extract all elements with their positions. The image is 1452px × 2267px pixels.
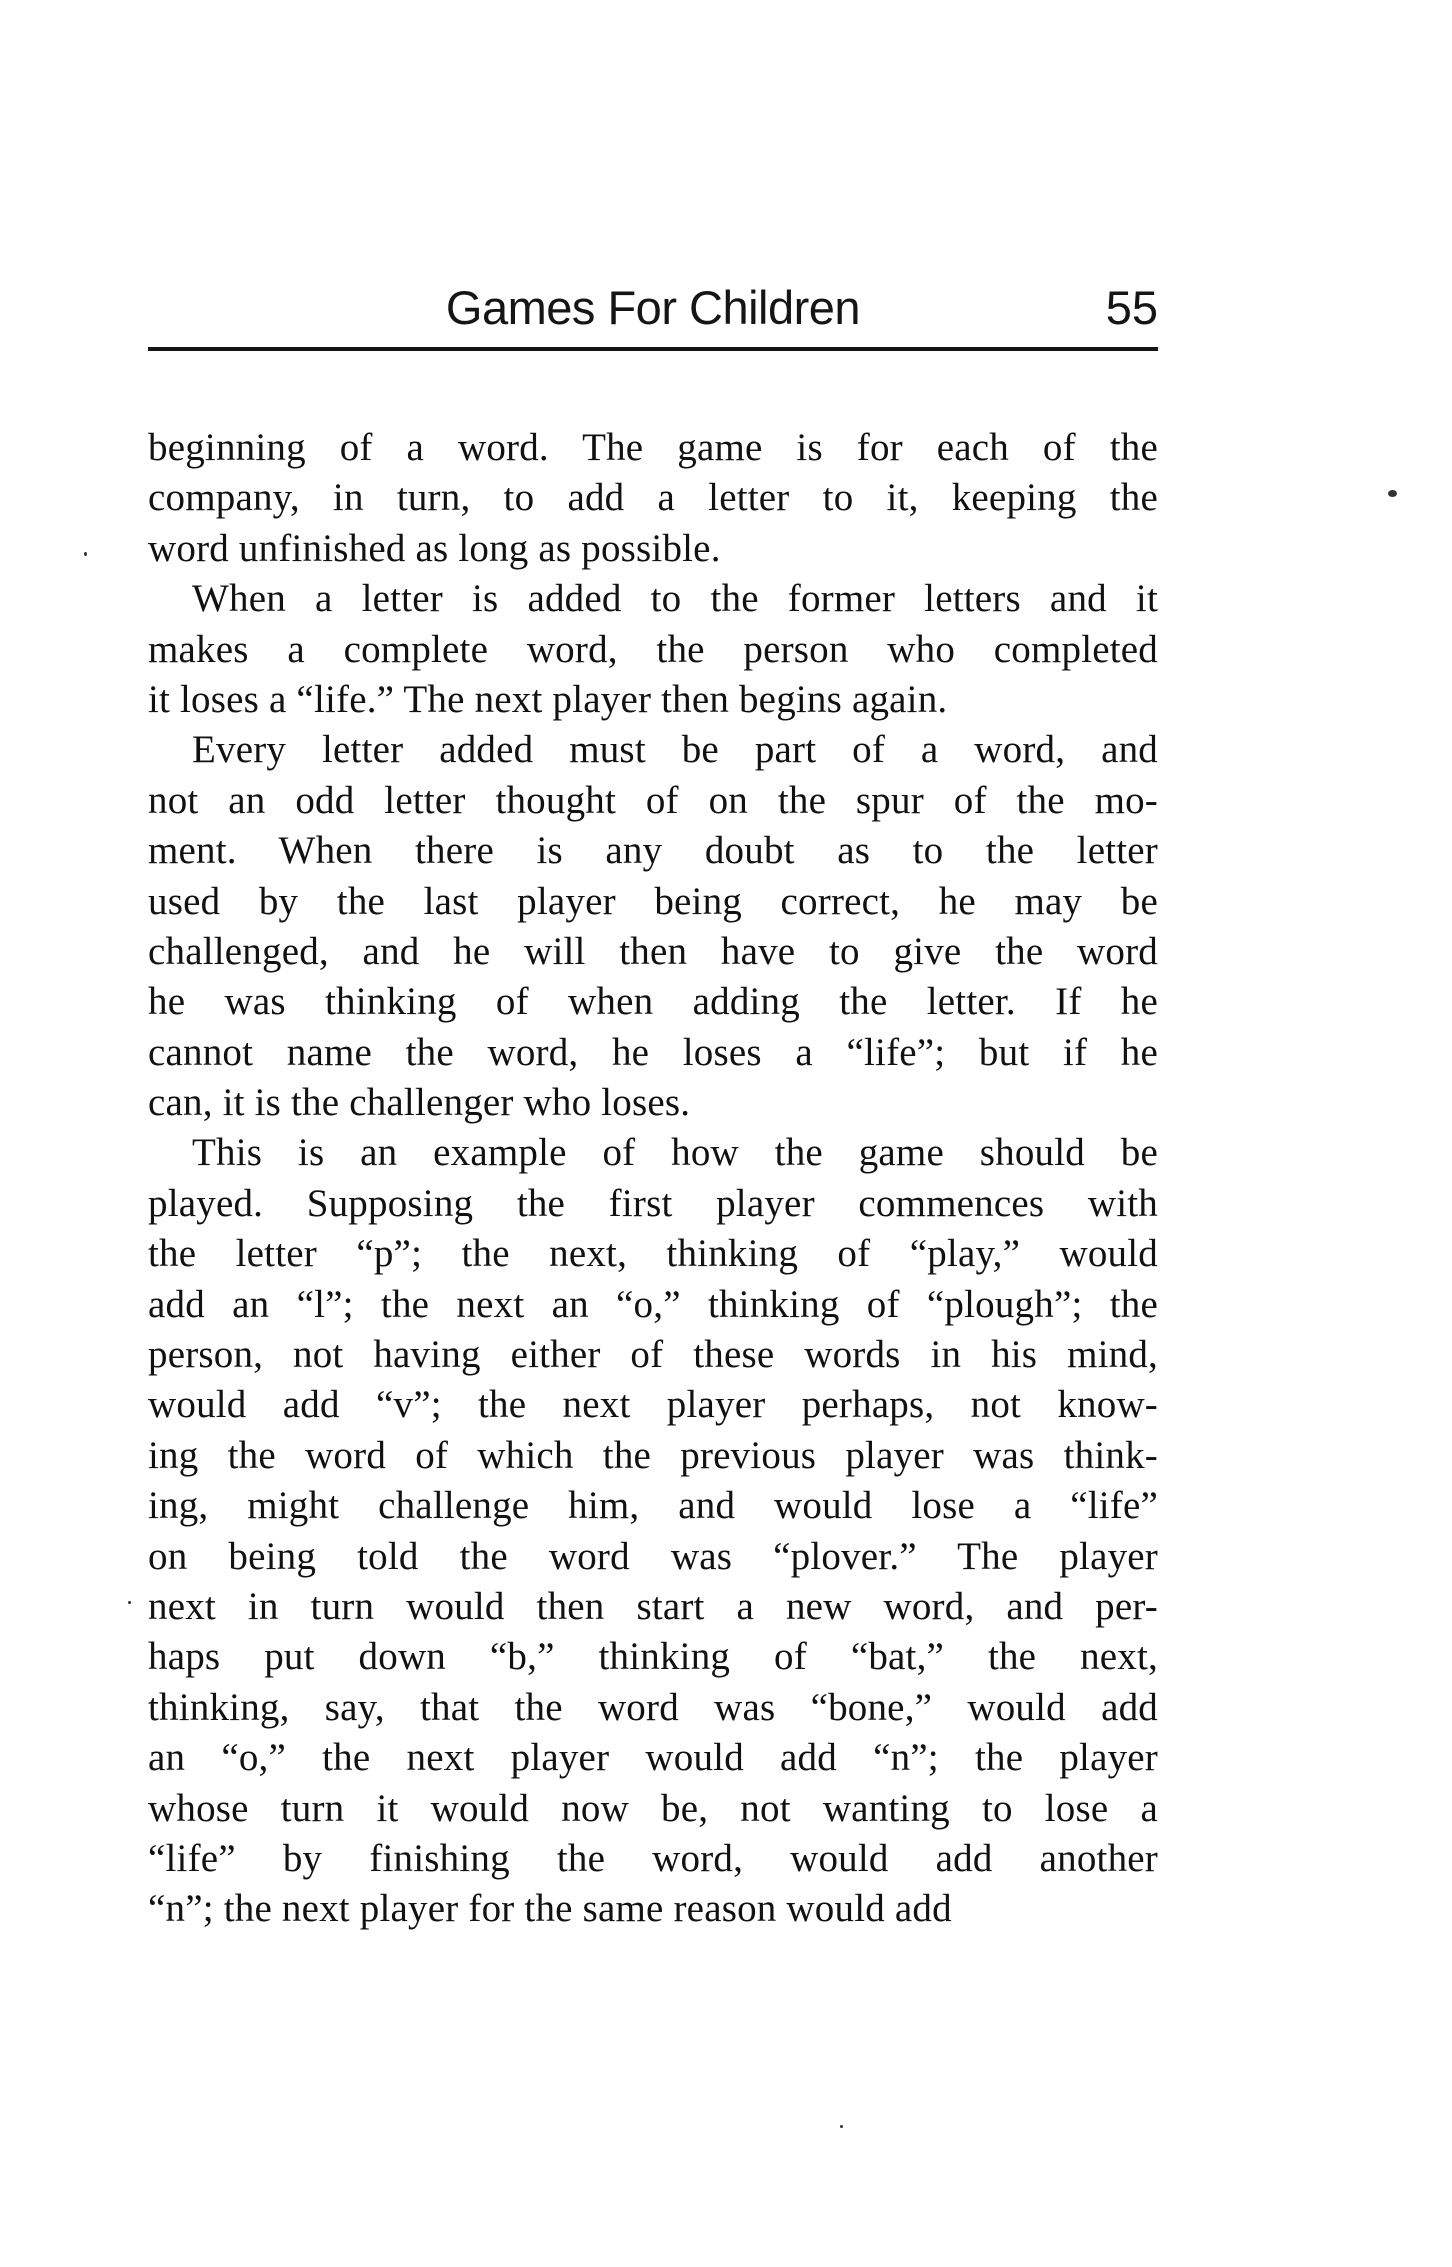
scan-speck <box>1388 490 1397 497</box>
text-line: next in turn would then start a new word, and per- <box>148 1584 1158 1628</box>
text-line: ment. When there is any doubt as to the letter <box>148 829 1158 873</box>
scan-speck <box>84 552 87 556</box>
text-line: used by the last player being correct, he may be <box>148 879 1158 923</box>
text-line: “n”; the next player for the same reason would add <box>148 1887 952 1931</box>
text-line: thinking, say, that the word was “bone,” would add <box>148 1685 1158 1729</box>
page-number: 55 <box>1105 281 1158 334</box>
text-line: “life” by finishing the word, would add another <box>148 1836 1158 1880</box>
text-line: word unfinished as long as possible. <box>148 526 721 570</box>
paragraph <box>148 1128 1158 1934</box>
body-text <box>148 423 1158 1935</box>
text-line: makes a complete word, the person who completed <box>148 627 1158 671</box>
text-line: challenged, and he will then have to give the word <box>148 929 1158 973</box>
page-header <box>148 278 1158 358</box>
scan-speck <box>128 1601 131 1604</box>
text-line: the letter “p”; the next, thinking of “play,” would <box>148 1232 1158 1276</box>
text-line: not an odd letter thought of on the spur of the mo- <box>148 778 1158 822</box>
text-line: company, in turn, to add a letter to it, keeping the <box>148 476 1158 520</box>
text-line: whose turn it would now be, not wanting to lose a <box>148 1786 1158 1830</box>
text-line: This is an example of how the game should be <box>192 1131 1158 1175</box>
text-line: it loses a “life.” The next player then begins again. <box>148 677 948 721</box>
text-line: beginning of a word. The game is for each of the <box>148 426 1158 469</box>
text-line: he was thinking of when adding the letter. If he <box>148 980 1158 1024</box>
text-line: add an “l”; the next an “o,” thinking of “plough”; the <box>148 1282 1158 1326</box>
text-line: an “o,” the next player would add “n”; the player <box>148 1736 1158 1780</box>
header-rule <box>148 347 1158 351</box>
scan-speck <box>840 2125 843 2128</box>
text-line: played. Supposing the first player commences with <box>148 1181 1158 1225</box>
text-line: on being told the word was “plover.” The player <box>148 1534 1158 1578</box>
text-line: When a letter is added to the former letters and it <box>192 577 1158 621</box>
paragraph <box>148 423 1158 574</box>
text-line: would add “v”; the next player perhaps, not know- <box>148 1383 1158 1427</box>
text-line: Every letter added must be part of a word, and <box>192 728 1158 772</box>
paragraph <box>148 725 1158 1128</box>
text-line: ing, might challenge him, and would lose a “life” <box>148 1484 1158 1528</box>
running-title: Games For Children <box>445 281 861 334</box>
text-line: ing the word of which the previous player was think- <box>148 1433 1158 1477</box>
text-line: haps put down “b,” thinking of “bat,” the next, <box>148 1635 1158 1679</box>
text-line: person, not having either of these words in his mind, <box>148 1333 1158 1377</box>
text-line: cannot name the word, he loses a “life”; but if he <box>148 1030 1158 1074</box>
paragraph <box>148 574 1158 725</box>
text-line: can, it is the challenger who loses. <box>148 1081 691 1125</box>
